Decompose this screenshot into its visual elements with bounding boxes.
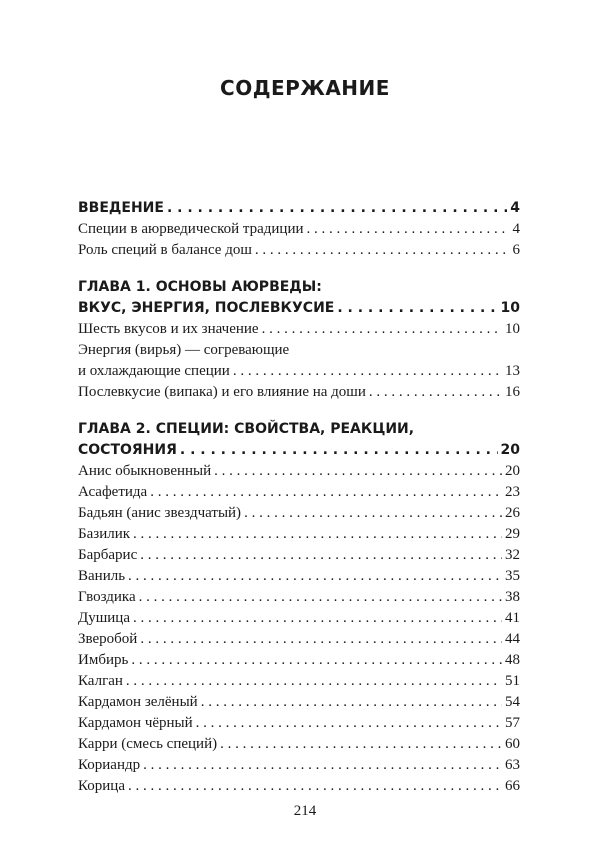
toc-entry-page: 16 xyxy=(505,384,520,400)
toc-entry-page: 6 xyxy=(512,242,520,258)
page-number: 214 xyxy=(293,803,317,819)
toc-entry[interactable] xyxy=(78,503,520,524)
section-gap xyxy=(78,403,520,419)
dot-leader xyxy=(128,776,502,797)
toc-entry[interactable] xyxy=(78,319,520,340)
dot-leader xyxy=(133,524,502,545)
dot-leader xyxy=(255,240,510,261)
toc-entry-page: 38 xyxy=(505,589,520,605)
toc-entry-label: и охлаждающие специи xyxy=(78,363,230,379)
toc-entry-label: ВКУС, ЭНЕРГИЯ, ПОСЛЕВКУСИЕ xyxy=(78,300,335,316)
toc-entry[interactable] xyxy=(78,524,520,545)
dot-leader xyxy=(369,382,502,403)
toc-entry-page: 66 xyxy=(505,778,520,794)
toc-entry-label: СОСТОЯНИЯ xyxy=(78,442,177,458)
chapter1-heading-line1: ГЛАВА 1. ОСНОВЫ АЮРВЕДЫ: xyxy=(78,279,322,295)
toc-entry-page: 13 xyxy=(505,363,520,379)
toc-entry[interactable] xyxy=(78,482,520,503)
toc-entry-page: 26 xyxy=(505,505,520,521)
dot-leader xyxy=(220,734,502,755)
dot-leader xyxy=(201,692,502,713)
toc-entry-page: 4 xyxy=(512,221,520,237)
toc-entry-page: 10 xyxy=(505,321,520,337)
dot-leader xyxy=(128,566,502,587)
toc-entry-label: Кардамон зелёный xyxy=(78,694,198,710)
toc-entry[interactable] xyxy=(78,692,520,713)
dot-leader xyxy=(262,319,502,340)
toc-entry-label: Асафетида xyxy=(78,484,148,500)
table-of-contents xyxy=(78,198,520,797)
toc-entry[interactable] xyxy=(78,587,520,608)
toc-entry-label: ВВЕДЕНИЕ xyxy=(78,200,164,216)
toc-entry-page: 51 xyxy=(505,673,520,689)
toc-entry-page: 20 xyxy=(505,463,520,479)
toc-entry-label: Базилик xyxy=(78,526,131,542)
dot-leader xyxy=(131,650,502,671)
toc-entry[interactable] xyxy=(78,608,520,629)
toc-entry-chapter1[interactable] xyxy=(78,298,520,319)
toc-entry-page: 54 xyxy=(505,694,520,710)
toc-entry-label: Специи в аюрведической традиции xyxy=(78,221,304,237)
toc-entry[interactable] xyxy=(78,240,520,261)
toc-entry-page: 60 xyxy=(505,736,520,752)
toc-entry-label: Гвоздика xyxy=(78,589,136,605)
toc-entry-label: Карри (смесь специй) xyxy=(78,736,218,752)
toc-entry-label: Зверобой xyxy=(78,631,138,647)
dot-leader xyxy=(244,503,502,524)
toc-entry-line1: Энергия (вирья) — согревающие xyxy=(78,342,290,358)
toc-entry-page: 32 xyxy=(505,547,520,563)
dot-leader xyxy=(337,298,497,319)
toc-entry-label: Послевкусие (випака) и его влияние на доши xyxy=(78,384,366,400)
toc-entry[interactable] xyxy=(78,361,520,382)
toc-entry-label: Кориандр xyxy=(78,757,141,773)
toc-entry-page: 4 xyxy=(510,200,520,216)
toc-entry-label: Ваниль xyxy=(78,568,126,584)
dot-leader xyxy=(233,361,502,382)
dot-leader xyxy=(133,608,502,629)
toc-entry-intro[interactable] xyxy=(78,198,520,219)
toc-entry[interactable] xyxy=(78,219,520,240)
toc-entry-label: Корица xyxy=(78,778,125,794)
toc-entry-chapter2[interactable] xyxy=(78,440,520,461)
dot-leader xyxy=(140,545,502,566)
toc-entry-page: 10 xyxy=(500,300,520,316)
toc-entry[interactable] xyxy=(78,461,520,482)
toc-entry[interactable] xyxy=(78,650,520,671)
toc-entry[interactable] xyxy=(78,755,520,776)
dot-leader xyxy=(214,461,502,482)
dot-leader xyxy=(196,713,502,734)
toc-entry-label: Кардамон чёрный xyxy=(78,715,193,731)
dot-leader xyxy=(143,755,502,776)
toc-entry-page: 35 xyxy=(505,568,520,584)
toc-entry-page: 23 xyxy=(505,484,520,500)
toc-entry-label: Барбарис xyxy=(78,547,138,563)
page-title: СОДЕРЖАНИЕ xyxy=(220,76,390,100)
chapter2-heading-line1: ГЛАВА 2. СПЕЦИИ: СВОЙСТВА, РЕАКЦИИ, xyxy=(78,421,415,437)
toc-entry-page: 48 xyxy=(505,652,520,668)
toc-entry-label: Шесть вкусов и их значение xyxy=(78,321,259,337)
toc-entry-label: Калган xyxy=(78,673,123,689)
toc-entry[interactable] xyxy=(78,382,520,403)
toc-entry-label: Анис обыкновенный xyxy=(78,463,212,479)
toc-entry-label: Бадьян (анис звездчатый) xyxy=(78,505,242,521)
dot-leader xyxy=(150,482,502,503)
dot-leader xyxy=(307,219,510,240)
dot-leader xyxy=(139,587,502,608)
toc-entry-label: Роль специй в балансе дош xyxy=(78,242,252,258)
toc-entry[interactable] xyxy=(78,734,520,755)
toc-entry-page: 57 xyxy=(505,715,520,731)
toc-entry[interactable] xyxy=(78,713,520,734)
toc-entry-page: 63 xyxy=(505,757,520,773)
toc-entry[interactable] xyxy=(78,545,520,566)
dot-leader xyxy=(180,440,498,461)
toc-entry[interactable] xyxy=(78,671,520,692)
toc-entry-page: 44 xyxy=(505,631,520,647)
toc-entry-label: Душица xyxy=(78,610,130,626)
toc-entry[interactable] xyxy=(78,566,520,587)
toc-entry-page: 29 xyxy=(505,526,520,542)
dot-leader xyxy=(167,198,507,219)
toc-entry[interactable] xyxy=(78,629,520,650)
toc-entry[interactable] xyxy=(78,776,520,797)
dot-leader xyxy=(140,629,502,650)
toc-entry-label: Имбирь xyxy=(78,652,129,668)
section-gap xyxy=(78,261,520,277)
toc-entry-page: 20 xyxy=(500,442,520,458)
toc-entry-page: 41 xyxy=(505,610,520,626)
dot-leader xyxy=(126,671,502,692)
